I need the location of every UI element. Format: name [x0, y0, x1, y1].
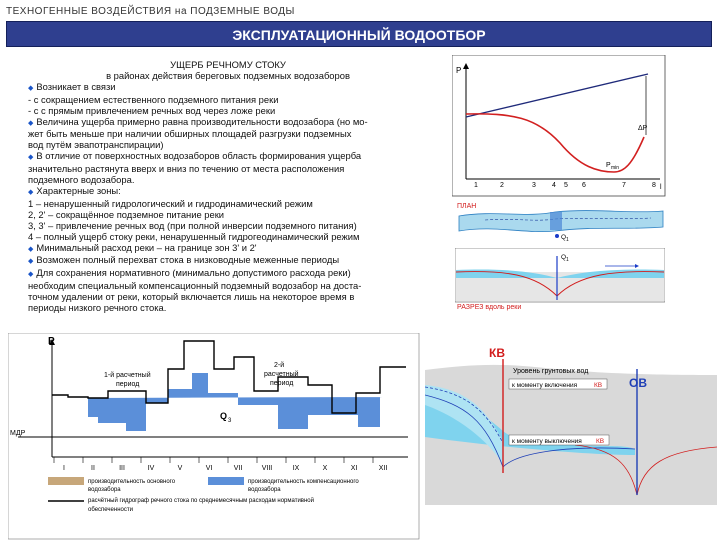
text-line: ◆ Характерные зоны:: [28, 186, 428, 199]
hydro-y-label: P: [48, 336, 55, 347]
p-min-sub: min: [611, 165, 620, 171]
text-line: точном удалении от реки, который включается лишь на некоторое время в: [28, 291, 355, 303]
zone-label: 2: [500, 182, 504, 189]
month-label: III: [119, 465, 125, 472]
off-label: к моменту выключения: [512, 438, 582, 445]
month-label: VII: [233, 465, 243, 472]
text-line: ◆ Возможен полный перехват стока в низководные меженные периоды: [28, 255, 428, 268]
legend-item3-b: обеспеченности: [88, 507, 133, 513]
text-line: 1 – ненарушенный гидрологический и гидродинамический режим: [28, 197, 313, 209]
text-subtitle: в районах действия береговых подземных водозаборов: [106, 69, 350, 81]
explanation-text: [28, 60, 428, 314]
on-label: к моменту включения: [512, 382, 578, 389]
text-line: периоды низкого речного стока.: [28, 302, 167, 314]
month-label: I: [63, 465, 65, 472]
zone-label: 6: [582, 182, 586, 189]
page-title-banner: ЭКСПЛУАТАЦИОННЫЙ ВОДООТБОР: [6, 21, 712, 47]
plan-zone-highlight: [550, 212, 562, 230]
text-line: ◆ Возникает в связи: [28, 82, 428, 95]
text-line: ◆ Величина ущерба примерно равна производительности водозабора (но мо-: [28, 117, 428, 130]
text-line: значительно растянута вверх и вниз по течению от места расположения: [28, 163, 345, 175]
zone-label: 1: [474, 182, 478, 189]
plan-label: ПЛАН: [457, 203, 477, 210]
text-line: подземного водозабора.: [28, 174, 135, 186]
period2-label-b: расчетный: [264, 371, 299, 378]
text-line: 2, 2' – сокращённое подземное питание реки: [28, 208, 225, 220]
period2-label-c: период: [270, 380, 294, 387]
legend-item2-a: производительность компенсационного: [248, 479, 359, 485]
month-label: V: [177, 465, 183, 472]
well-q1-plan: [555, 234, 559, 238]
text-lines: [28, 82, 428, 314]
river-flow-profile-chart: [452, 55, 666, 197]
legend-item1-b: водозабора: [88, 487, 121, 493]
plan-well-label: Q: [561, 234, 567, 241]
legend-item1-a: производительность основного: [88, 479, 176, 485]
plan-well-sub: 1: [566, 237, 569, 243]
section-well-label: Q: [561, 254, 567, 261]
gw-level-label: Уровень грунтовых вод: [513, 368, 589, 375]
text-title: УЩЕРБ РЕЧНОМУ СТОКУ: [170, 59, 286, 70]
zone-label: 7: [622, 182, 626, 189]
on-label-kv: КВ: [594, 382, 603, 389]
text-line: ◆ Для сохранения нормативного (минимально допустимого расхода реки): [28, 268, 428, 281]
text-line: ◆ Минимальный расход реки – на границе зон 3' и 2': [28, 243, 428, 256]
month-label: VI: [205, 465, 213, 472]
legend-item2-b: водозабора: [248, 487, 281, 493]
period2-label-a: 2-й: [274, 362, 285, 369]
text-line: жет быть меньше при наличии обширных площадей разгрузки подземных: [28, 128, 352, 140]
hydrograph-chart: [8, 333, 420, 540]
off-label-kv: КВ: [596, 438, 605, 445]
y-axis-label: P: [456, 66, 462, 75]
month-label: IV: [147, 465, 155, 472]
month-label: II: [91, 465, 95, 472]
month-label: IX: [292, 465, 300, 472]
section-label: РАЗРЕЗ вдоль реки: [457, 304, 522, 311]
q3-label: Q: [220, 411, 228, 421]
zone-label: 3: [532, 182, 536, 189]
zone-label: 5: [564, 182, 568, 189]
aquifer-cross-section: [425, 345, 717, 505]
x-axis-label: l: [660, 184, 662, 191]
legend-swatch-compensation: [208, 477, 244, 485]
section-title: ТЕХНОГЕННЫЕ ВОЗДЕЙСТВИЯ на ПОДЗЕМНЫЕ ВОДЫ: [6, 6, 295, 17]
period1-label-b: период: [116, 381, 140, 388]
text-line: вод путём эвапотранспирации): [28, 139, 164, 151]
chart-frame: [452, 55, 665, 196]
p-min-label: P: [606, 162, 611, 169]
text-line: необходим специальный компенсационный подземный водозабор на доста-: [28, 280, 362, 292]
kv-label: КВ: [489, 346, 505, 360]
legend-swatch-main: [48, 477, 84, 485]
ov-label: ОВ: [629, 376, 647, 390]
mdr-label: МДР: [10, 430, 26, 437]
legend-item3-a: расчётный гидрограф речного стока по среднемесячным расходам нормативной: [88, 498, 314, 504]
delta-p-label: ΔP: [638, 125, 648, 132]
text-line: ◆ В отличие от поверхностных водозаборов область формирования ущерба: [28, 151, 428, 164]
text-line: 3, 3' – привлечение речных вод (при полной инверсии подземного питания): [28, 219, 357, 231]
month-label: VIII: [261, 465, 273, 472]
section-well-sub: 1: [566, 257, 569, 263]
period1-label-a: 1-й расчетный: [104, 372, 151, 379]
month-label: X: [322, 465, 328, 472]
zone-label: 8: [652, 182, 656, 189]
text-line: - с сокращением естественного подземного питания реки: [28, 93, 279, 105]
zone-label: 4: [552, 182, 556, 189]
plan-view: [455, 198, 665, 248]
month-label: XII: [378, 465, 388, 472]
month-label: XI: [350, 465, 358, 472]
longitudinal-section: [455, 248, 665, 312]
text-line: 4 – полный ущерб стоку реки, ненарушенный гидрогеодинамический режим: [28, 230, 360, 242]
q3-sub: 3: [228, 418, 232, 424]
text-line: - с с прямым привлечением речных вод через ложе реки: [28, 104, 276, 116]
